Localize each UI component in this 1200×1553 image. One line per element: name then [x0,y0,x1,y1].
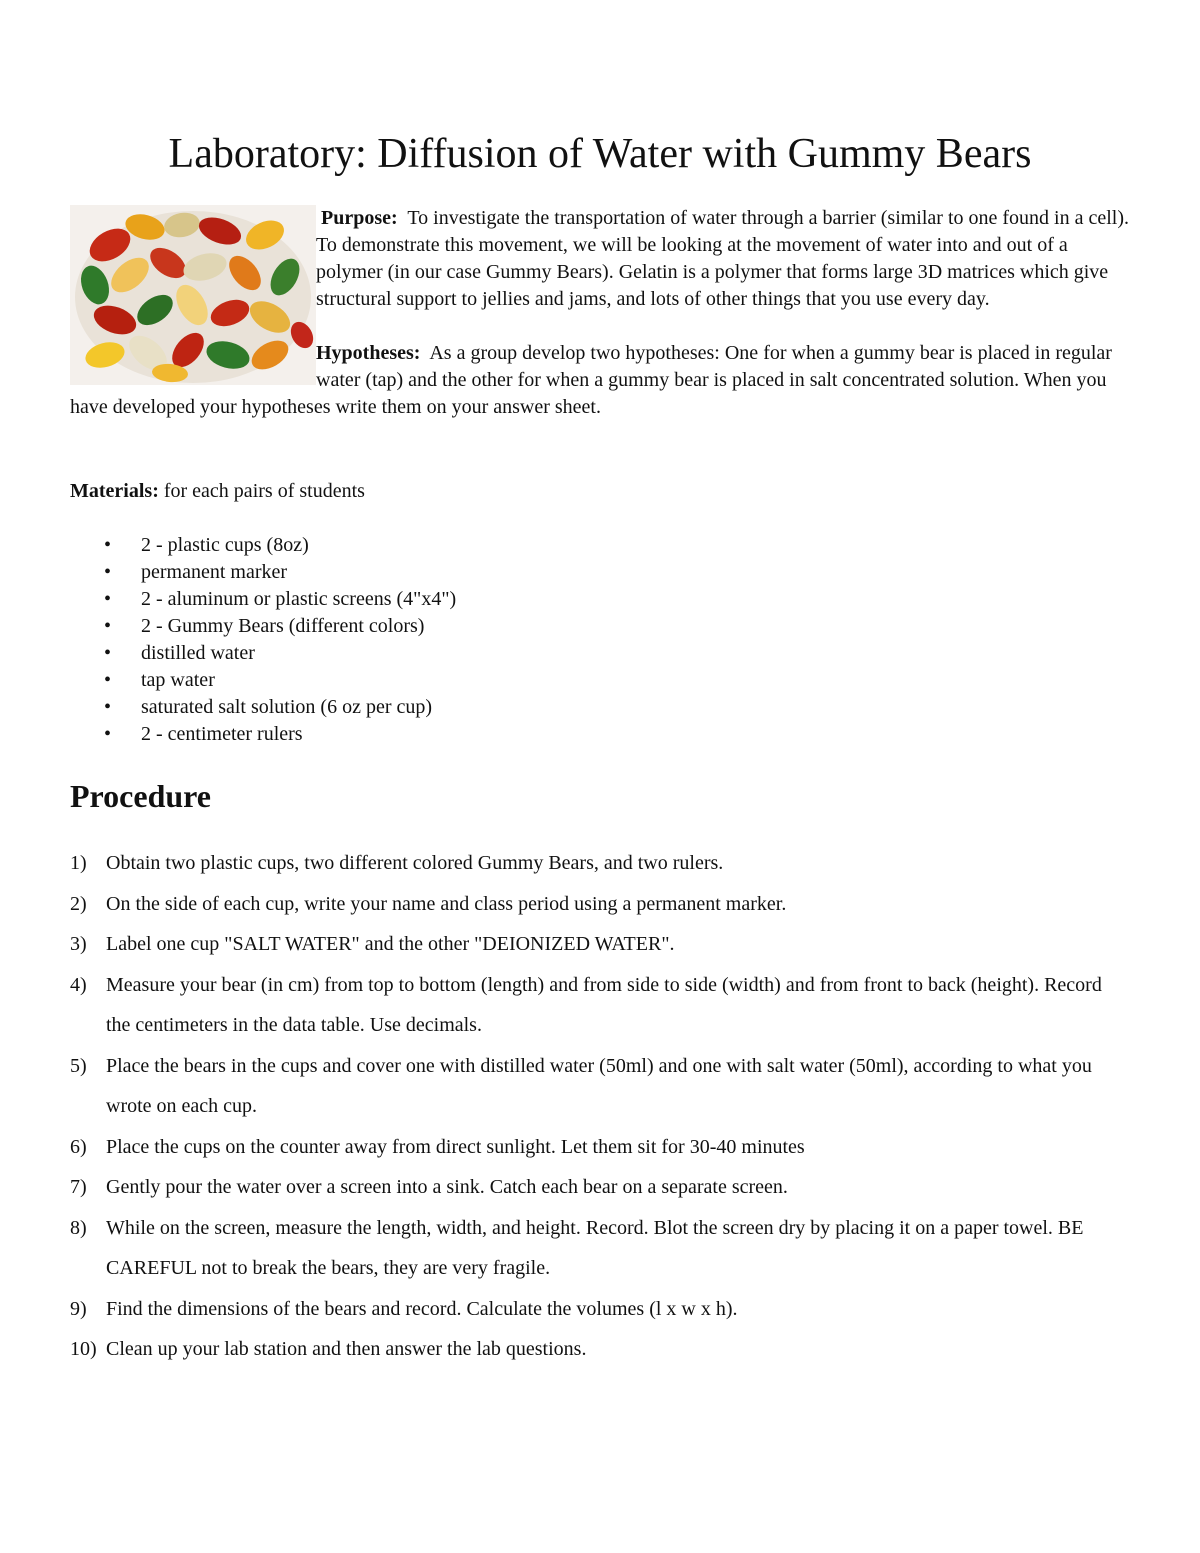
material-text: permanent marker [141,561,288,583]
step-number: 4) [70,973,87,996]
list-item [70,721,456,748]
bullet-icon: • [104,642,112,664]
list-item [70,640,456,667]
procedure-step [70,1046,1130,1127]
bullet-icon: • [104,561,112,583]
material-text: 2 - Gummy Bears (different colors) [141,615,425,637]
hypotheses-label: Hypotheses: [316,342,421,364]
materials-text: for each pairs of students [163,480,365,502]
material-text: 2 - plastic cups (8oz) [141,534,309,556]
purpose-text: To investigate the transportation of water through a barrier (similar to one found in a cell). To demonstrate this movement, we will be looking at the movement of water into and out of a polymer (in our case Gummy Bears). Gelatin is a polymer that forms large 3D matrices which give structural support to jellies and jams, and lots of other things that you use every day. [316,207,1130,310]
bullet-icon: • [104,723,112,745]
intro-section [70,205,1132,421]
step-number: 9) [70,1297,87,1320]
list-item [70,586,456,613]
procedure-list [70,843,1130,1370]
step-text: On the side of each cup, write your name and class period using a permanent marker. [106,892,787,915]
step-number: 5) [70,1054,87,1077]
step-number: 7) [70,1176,87,1198]
step-text: Place the cups on the counter away from direct sunlight. Let them sit for 30-40 minutes [106,1135,805,1158]
procedure-step [70,884,1130,925]
step-text: Obtain two plastic cups, two different colored Gummy Bears, and two rulers. [106,852,724,874]
step-number: 8) [70,1216,87,1239]
step-text: Gently pour the water over a screen into a sink. Catch each bear on a separate screen. [106,1176,788,1198]
gummy-bears-photo-image [70,205,316,385]
step-text: Place the bears in the cups and cover one with distilled water (50ml) and one with salt water (50ml), according to what you wrote on each cup. [106,1054,1092,1117]
list-item [70,613,456,640]
material-text: 2 - aluminum or plastic screens (4"x4") [141,588,457,610]
procedure-step [70,1289,1130,1330]
step-text: Clean up your lab station and then answer the lab questions. [106,1338,587,1360]
bullet-icon: • [104,588,112,610]
materials-label: Materials: [70,480,159,502]
gummy-bears-photo [70,205,316,385]
step-number: 10) [70,1338,97,1360]
list-item [70,694,456,721]
procedure-step [70,843,1130,884]
procedure-step [70,924,1130,965]
material-text: tap water [141,669,215,691]
procedure-step [70,965,1130,1046]
purpose-label: Purpose: [321,207,398,229]
procedure-step [70,1167,1130,1208]
material-text: saturated salt solution (6 oz per cup) [141,696,433,718]
material-text: distilled water [141,642,255,664]
bullet-icon: • [104,615,112,637]
page-title: Laboratory: Diffusion of Water with Gummy Bears [168,131,1032,177]
step-number: 2) [70,892,87,915]
list-item [70,667,456,694]
hypotheses-text: As a group develop two hypotheses: One for when a gummy bear is placed in regular water (tap) and the other for when a gummy bear is placed in salt concentrated solution. When you have developed your hypotheses write them on your answer sheet. [70,342,1112,418]
procedure-heading: Procedure [70,778,211,814]
material-text: 2 - centimeter rulers [141,723,303,745]
materials-heading [70,478,365,505]
bullet-icon: • [104,534,112,556]
list-item [70,532,456,559]
procedure-step [70,1127,1130,1168]
step-text: Label one cup "SALT WATER" and the other "DEIONIZED WATER". [106,933,675,955]
step-number: 1) [70,852,87,874]
step-number: 3) [70,933,87,955]
list-item [70,559,456,586]
step-text: While on the screen, measure the length, width, and height. Record. Blot the screen dry by placing it on a paper towel. BE CAREFUL not to break the bears, they are very fragile. [106,1216,1084,1279]
materials-list [70,532,456,748]
bullet-icon: • [104,696,112,718]
procedure-step [70,1208,1130,1289]
step-number: 6) [70,1135,87,1158]
step-text: Measure your bear (in cm) from top to bottom (length) and from side to side (width) and from front to back (height). Record the centimeters in the data table. Use decimals. [106,973,1102,1036]
bullet-icon: • [104,669,112,691]
procedure-step [70,1329,1130,1370]
step-text: Find the dimensions of the bears and record. Calculate the volumes (l x w x h). [106,1297,738,1320]
